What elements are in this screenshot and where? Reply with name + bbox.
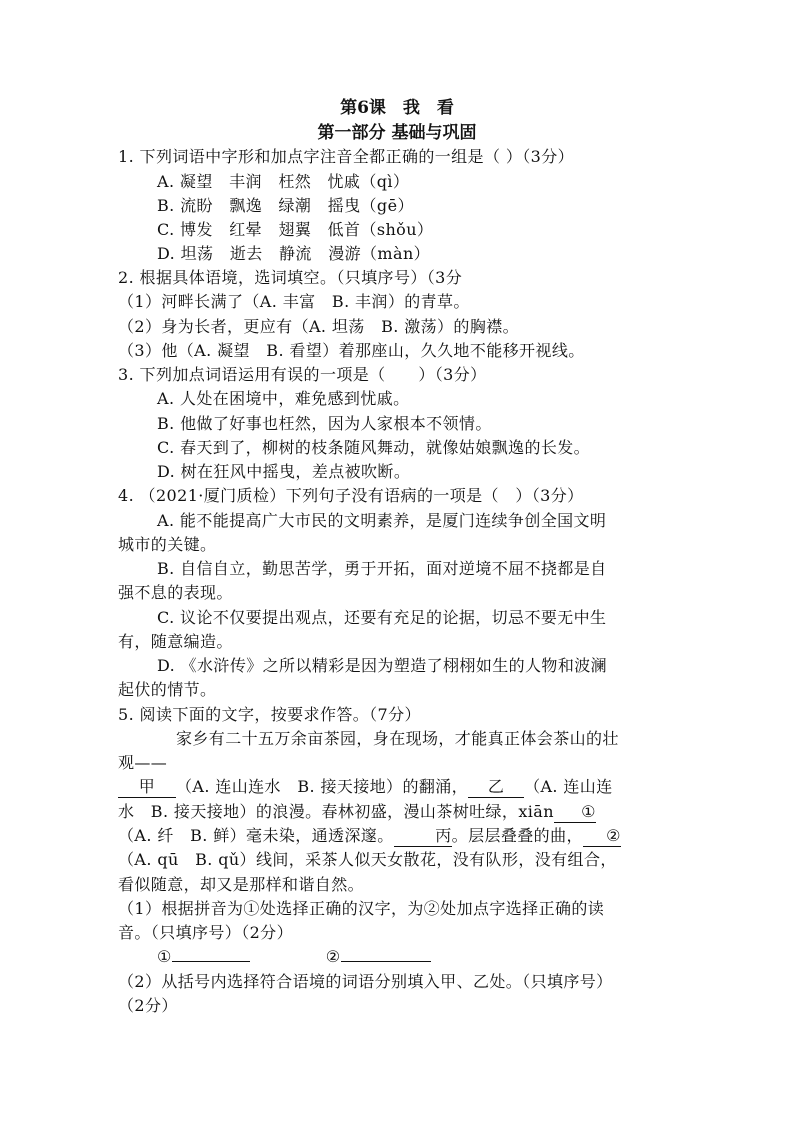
answer-label-1: ① [157,947,172,966]
blank-mark-2: ② [583,826,621,847]
q4-option-b-line1: B. 自信自立，勤思苦学，勇于开拓，面对逆境不屈不挠都是自 [157,559,607,578]
q4-stem: 4. （2021·厦门质检）下列句子没有语病的一项是（ ）（3分） [118,486,584,505]
q4-option-c-line1: C. 议论不仅要提出观点，还要有充足的论据，切忌不要无中生 [157,608,607,627]
q5-stem: 5. 阅读下面的文字，按要求作答。（7分） [118,705,421,724]
q5-passage-line3 [118,775,613,799]
q5-passage-line7: 看似随意，却又是那样和谐自然。 [118,875,365,894]
q5-passage-line3-part2: （A. 连山连 [524,777,613,796]
q1-option-b: B. 流盼 飘逸 绿潮 摇曳（gē） [157,196,414,215]
answer-blank-2[interactable] [341,961,431,962]
q5-passage-line2: 观—— [118,753,168,772]
q3-option-c: C. 春天到了，柳树的枝条随风舞动，就像姑娘飘逸的长发。 [157,438,591,457]
q4-option-a-line2: 城市的关键。 [118,535,217,554]
q2-item-1: （1）河畔长满了（A. 丰富 B. 丰润）的青草。 [118,292,470,311]
q3-stem: 3. 下列加点词语运用有误的一项是（ ）（3分） [118,365,487,384]
answer-blank-1[interactable] [172,961,250,962]
q3-option-b: B. 他做了好事也枉然，因为人家根本不领情。 [157,414,492,433]
q3-option-d: D. 树在狂风中摇曳，差点被吹断。 [157,462,411,481]
q1-option-d: D. 坦荡 逝去 静流 漫游（màn） [157,244,431,263]
q5-passage-line5-part2: 。层层叠叠的曲， [451,826,583,845]
lesson-title: 第6课 我 看 [340,98,454,118]
q2-item-3: （3）他（A. 凝望 B. 看望）着那座山，久久地不能移开视线。 [118,341,585,360]
q1-stem: 1. 下列词语中字形和加点字注音全都正确的一组是（ ）（3分） [118,147,575,166]
q5-passage-line1: 家乡有二十五万余亩茶园，身在现场，才能真正体会茶山的壮 [176,729,619,748]
q2-stem: 2. 根据具体语境，选词填空。（只填序号）（3分 [118,268,463,287]
section-title: 第一部分 基础与巩固 [317,123,477,143]
q4-option-b-line2: 强不息的表现。 [118,583,233,602]
q5-passage-line3-part1: （A. 连山连水 B. 接天接地）的翻涌， [176,777,469,796]
q5-passage-line5-part1: （A. 纤 B. 鲜）毫未染，通透深邃。 [118,826,394,845]
q4-option-d-line1: D. 《水浒传》之所以精彩是因为塑造了栩栩如生的人物和波澜 [157,656,608,675]
q2-item-2: （2）身为长者，更应有（A. 坦荡 B. 激荡）的胸襟。 [118,317,520,336]
q1-option-a: A. 凝望 丰润 枉然 忧戚（qì） [157,172,410,191]
q5-passage-line4-text: 水 B. 接天接地）的浪漫。春林初盛，漫山茶树吐绿，xiān [118,802,554,821]
q5-answer-row [157,945,431,969]
q5-sub2-line1: （2）从括号内选择符合语境的词语分别填入甲、乙处。（只填序号） [118,972,613,991]
q5-sub2-line2: （2分） [118,996,178,1015]
q1-option-c: C. 博发 红晕 翅翼 低首（shǒu） [157,220,434,239]
answer-label-2: ② [325,947,341,966]
q5-passage-line6: （A. qū B. qǔ）线间，采茶人似天女散花，没有队形，没有组合， [118,850,617,869]
q3-option-a: A. 人处在困境中，难免感到忧戚。 [157,389,410,408]
q5-passage-line5 [118,824,621,848]
blank-mark-1: ① [554,802,596,823]
blank-jia: 甲 [118,777,176,798]
q5-passage-line4 [118,800,596,824]
q5-sub1-line2: 音。（只填序号）（2分） [118,923,293,942]
blank-bing: 丙 [394,826,452,847]
q4-option-d-line2: 起伏的情节。 [118,680,217,699]
q4-option-c-line2: 有，随意编造。 [118,632,233,651]
q5-sub1-line1: （1）根据拼音为①处选择正确的汉字，为②处加点字选择正确的读 [118,899,605,918]
blank-yi: 乙 [468,777,524,798]
q4-option-a-line1: A. 能不能提高广大市民的文明素养，是厦门连续争创全国文明 [157,511,607,530]
